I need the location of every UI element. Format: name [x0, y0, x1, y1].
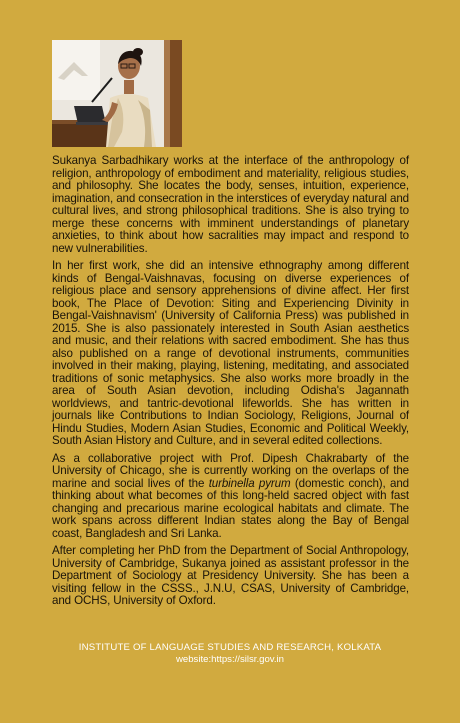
bio-paragraph-3	[52, 453, 409, 541]
institute-website[interactable]: website:https://silsr.gov.in	[175, 654, 285, 665]
author-photo-illustration	[52, 40, 182, 147]
institute-name: INSTITUTE OF LANGUAGE STUDIES AND RESEARCH, KOLKATA	[78, 642, 382, 653]
bio-paragraph-3-end: (domestic conch), and thinking about what becomes of this long-held sacred object with fast changing and precarious marine ecological habitats and climate. The work spans across different Indian states along the Bay of Bengal coast, Bangladesh and Sri Lanka.	[52, 476, 410, 540]
species-name: turbinella pyrum	[208, 476, 291, 490]
bio-paragraph-3-start: As a collaborative project with Prof. Dipesh Chakrabarty of the University of Chicago, she is currently working on the overlaps of the marine and social lives of the	[52, 451, 409, 490]
bio-paragraph-1: Sukanya Sarbadhikary works at the interface of the anthropology of religion, anthropology of embodiment and materiality, religious studies, and philosophy. She locates the body, senses, intuition, experience, imagination, and consecration in the interstices of everyday natural and cultural lives, and strong philosophical traditions. She is also trying to merge these concerns with imminent understandings of planetary anxieties, to think about how sacralities may impact and respond to new vulnerabilities.	[52, 154, 409, 255]
author-photo	[52, 40, 182, 147]
author-biography	[52, 155, 409, 613]
bio-paragraph-2: In her first work, she did an intensive ethnography among different kinds of Bengal-Vaishnavas, focusing on diverse experiences of religious place and sensory apprehensions of divine affect. Her first book, The Place of Devotion: Siting and Experiencing Divinity in Bengal-Vaishnavism' (University of California Press) was published in 2015. She is also passionately interested in South Asian aesthetics and music, and their relations with sacred embodiment. She has thus also published on a range of devotional instruments, communities involved in their making, playing, listening, meditating, and associated traditions of sonic metaphysics. She also works more broadly in the area of South Asian devotion, including Odisha's Jagannath worldviews, and tantric-devotional lifeworlds. She has written in journals like Contributions to Indian Sociology, Religions, Journal of Hindu Studies, Modern Asian Studies, Economic and Political Weekly, South Asian History and Culture, and in several edited collections.	[52, 259, 409, 447]
publisher-footer	[0, 642, 460, 666]
bio-paragraph-4: After completing her PhD from the Department of Social Anthropology, University of Cambridge, Sukanya joined as assistant professor in the Department of Sociology at Presidency University. She has been a visiting fellow in the CSSS., J.N.U, CSAS, University of Cambridge, and OCHS, University of Oxford.	[52, 544, 409, 607]
